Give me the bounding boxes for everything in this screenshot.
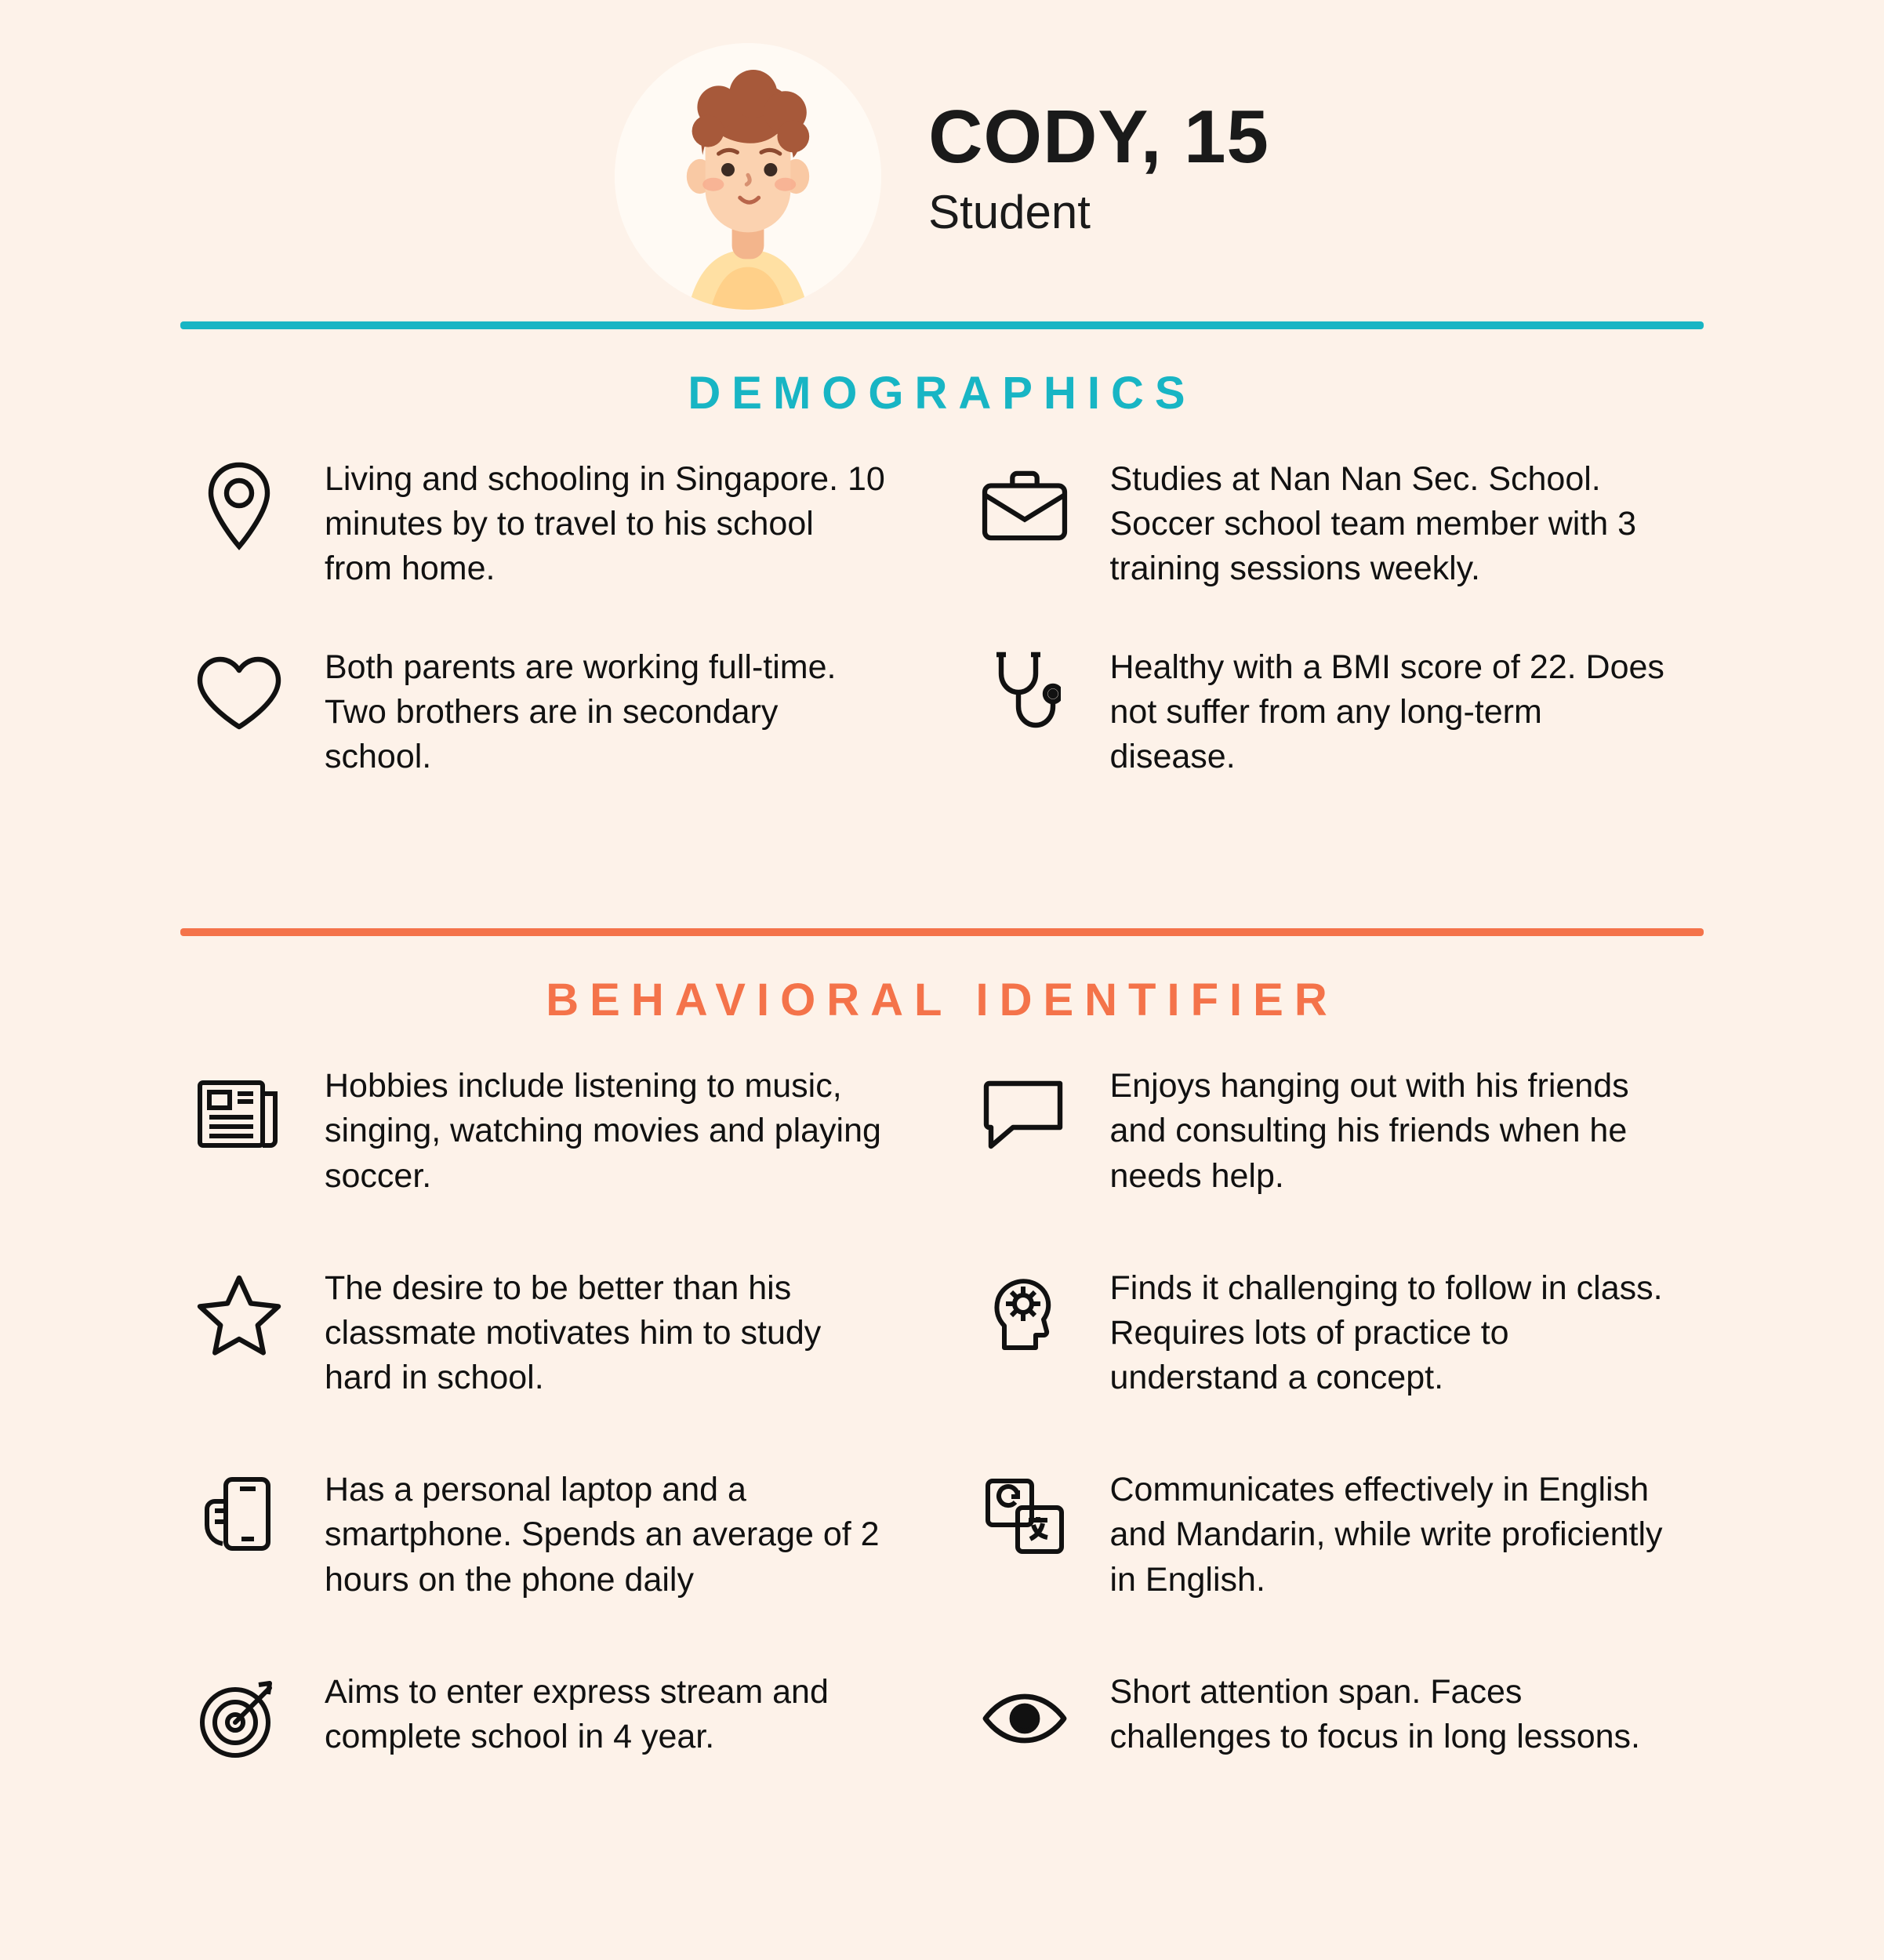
list-item-text: Has a personal laptop and a smartphone. Spends an average of 2 hours on the phone daily — [325, 1471, 880, 1599]
section-divider-demographics — [180, 321, 1704, 329]
list-item — [180, 1058, 919, 1260]
head-gears-icon — [966, 1260, 1084, 1370]
briefcase-icon — [966, 451, 1084, 561]
list-item-text: Aims to enter express stream and complete school in 4 year. — [325, 1672, 829, 1755]
list-item-text: The desire to be better than his classmate motivates him to study hard in school. — [325, 1269, 822, 1397]
list-item — [966, 1058, 1704, 1260]
list-item — [180, 451, 919, 639]
target-dart-icon — [180, 1664, 298, 1773]
list-item-text: Finds it challenging to follow in class. Requires lots of practice to understand a concept. — [1109, 1269, 1663, 1397]
section-title-behavioral: BEHAVIORAL IDENTIFIER — [546, 975, 1338, 1026]
translate-icon — [966, 1461, 1084, 1571]
list-item-text: Healthy with a BMI score of 22. Does not suffer from any long-term disease. — [1109, 648, 1664, 775]
star-icon — [180, 1260, 298, 1370]
list-item-text: Communicates effectively in English and Mandarin, while write proficiently in English. — [1109, 1471, 1663, 1599]
behavioral-grid — [180, 1058, 1704, 1835]
newspaper-icon — [180, 1058, 298, 1167]
list-item — [966, 639, 1704, 827]
list-item-text: Enjoys hanging out with his friends and consulting his friends when he needs help. — [1109, 1067, 1629, 1195]
persona-name-block — [928, 95, 1269, 255]
list-item — [180, 1260, 919, 1462]
demographics-grid — [180, 451, 1704, 826]
page-title: CODY, 15 — [928, 95, 1269, 180]
list-item — [180, 1461, 919, 1664]
list-item — [966, 1664, 1704, 1835]
list-item — [180, 639, 919, 827]
list-item — [966, 1260, 1704, 1462]
smartphone-in-hand-icon — [180, 1461, 298, 1571]
heart-icon — [180, 639, 298, 749]
list-item-text: Hobbies include listening to music, singing, watching movies and playing soccer. — [325, 1067, 881, 1195]
section-title-demographics: DEMOGRAPHICS — [688, 368, 1196, 419]
stethoscope-icon — [966, 639, 1084, 749]
persona-header — [180, 0, 1704, 314]
speech-bubble-icon — [966, 1058, 1084, 1167]
list-item-text: Studies at Nan Nan Sec. School. Soccer school team member with 3 training sessions weekly. — [1109, 460, 1637, 588]
list-item-text: Both parents are working full-time. Two brothers are in secondary school. — [325, 648, 837, 775]
list-item — [966, 451, 1704, 639]
section-behavioral-identifier — [180, 928, 1704, 1835]
list-item-text: Living and schooling in Singapore. 10 minutes by to travel to his school from home. — [325, 460, 885, 588]
location-pin-icon — [180, 451, 298, 561]
avatar — [615, 43, 881, 310]
list-item — [966, 1461, 1704, 1664]
list-item-text: Short attention span. Faces challenges to focus in long lessons. — [1109, 1672, 1640, 1755]
eye-icon — [966, 1664, 1084, 1773]
section-demographics — [180, 321, 1704, 826]
spacer — [180, 826, 1704, 920]
section-divider-behavioral — [180, 928, 1704, 936]
persona-role: Student — [928, 185, 1091, 238]
list-item — [180, 1664, 919, 1835]
